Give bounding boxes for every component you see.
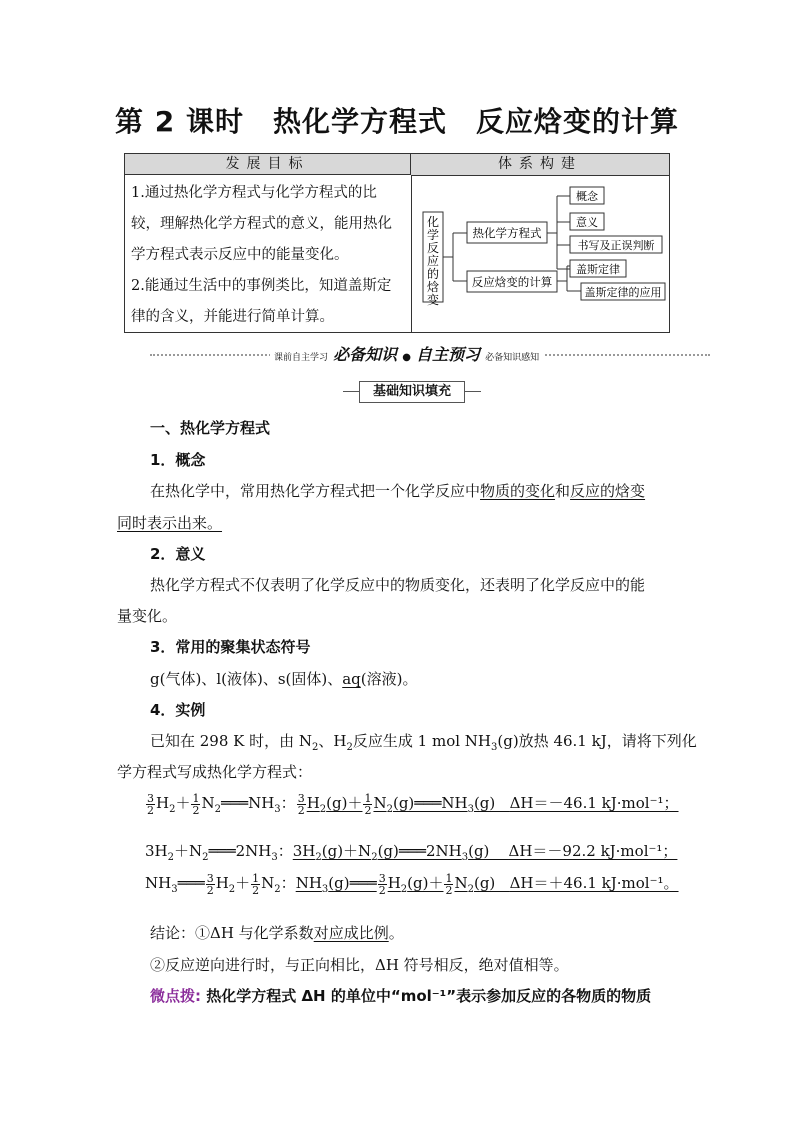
diagram-leaf-concept: 概念	[576, 190, 598, 203]
diagram-leaf-hess: 盖斯定律	[576, 263, 620, 276]
meaning-line2: 量变化。	[117, 607, 178, 625]
diagram-root: 化学反应的焓变	[426, 215, 440, 307]
tip-line: 微点拨: 热化学方程式 ΔH 的单位中“mol⁻¹”表示参加反应的各物质的物质	[150, 987, 652, 1005]
objective-item: 1.通过热化学方程式与化学方程式的比较，理解热化学方程式的意义，能用热化学方程式表示反应中的能量变化。	[131, 185, 392, 263]
equation-3: $NH_3═══$ $\frac{3}{2}$ $H_2+$ $\frac{1}{2}$ $N_2$：$NH_3(g)═══$ $\frac{3}{2}$ $H_2(g)+$ $\frac{1}{2}$ $N_2(g)$ ΔH＝＋46.1 kJ·mol⁻¹。	[145, 871, 679, 897]
section-right: 必备知识感知	[485, 353, 540, 363]
concept-diagram	[415, 178, 669, 332]
equation-1: $\frac{3}{2}$ $H_2+$ $\frac{1}{2}$ $N_2═══NH_3$： $\frac{3}{2}$ $H_2(g)+$ $\frac{1}{2}$ $N_2(g)═══NH_3(g)$ ΔH＝－46.1 kJ·mol⁻¹；	[147, 791, 679, 817]
diagram-leaf-meaning: 意义	[576, 216, 598, 229]
header-system: 体系构建	[411, 154, 669, 176]
diagram-leaf-hess-app: 盖斯定律的应用	[584, 286, 662, 299]
diagram-branch1: 热化学方程式	[472, 226, 542, 240]
section-divider	[150, 342, 710, 362]
section-main2: 自主预习	[416, 345, 481, 364]
states-line: g(气体)、l(液体)、s(固体)、aq(溶液)。	[150, 670, 418, 688]
objectives-list	[131, 178, 405, 333]
subheading-concept: 1．概念	[150, 451, 206, 469]
concept-line2: 同时表示出来。	[117, 514, 223, 532]
section-tag: 基础知识填充	[343, 381, 481, 403]
equation-2: $3H_2+N_2═══2NH_3$：$3H_2(g)+N_2(g)═══2NH_3(g)$ ΔH＝－92.2 kJ·mol⁻¹；	[145, 842, 678, 863]
objectives-table	[124, 153, 670, 333]
conclusion-1: 结论：①ΔH 与化学系数对应成比例。	[150, 924, 404, 942]
objective-item: 2.能通过生活中的事例类比，知道盖斯定律的含义，并能进行简单计算。	[131, 278, 392, 325]
subheading-meaning: 2．意义	[150, 545, 206, 563]
diagram-branch2: 反应焓变的计算	[471, 275, 553, 289]
diagram-leaf-writing: 书写及正误判断	[577, 239, 655, 252]
heading-1: 一、热化学方程式	[150, 419, 271, 437]
example-line1: 已知在 298 K 时，由 $N_2$、$H_2$反应生成 1 mol $NH_3(g)$放热 46.1 kJ，请将下列化	[150, 732, 697, 753]
table-divider	[411, 175, 412, 332]
subheading-example: 4．实例	[150, 701, 206, 719]
conclusion-2: ②反应逆向进行时，与正向相比，ΔH 符号相反，绝对值相等。	[150, 956, 569, 974]
example-line2: 学方程式写成热化学方程式：	[117, 763, 313, 781]
page-title: 第 2 课时 热化学方程式 反应焓变的计算	[115, 105, 679, 138]
concept-line1: 在热化学中，常用热化学方程式把一个化学反应中物质的变化和反应的焓变	[150, 482, 646, 500]
section-left: 课前自主学习	[274, 353, 329, 363]
meaning-line1: 热化学方程式不仅表明了化学反应中的物质变化，还表明了化学反应中的能	[150, 576, 646, 594]
header-goals: 发展目标	[125, 154, 411, 175]
section-main: 必备知识	[333, 345, 398, 364]
arrow-icon: ●	[402, 352, 411, 363]
subheading-states: 3．常用的聚集状态符号	[150, 638, 311, 656]
